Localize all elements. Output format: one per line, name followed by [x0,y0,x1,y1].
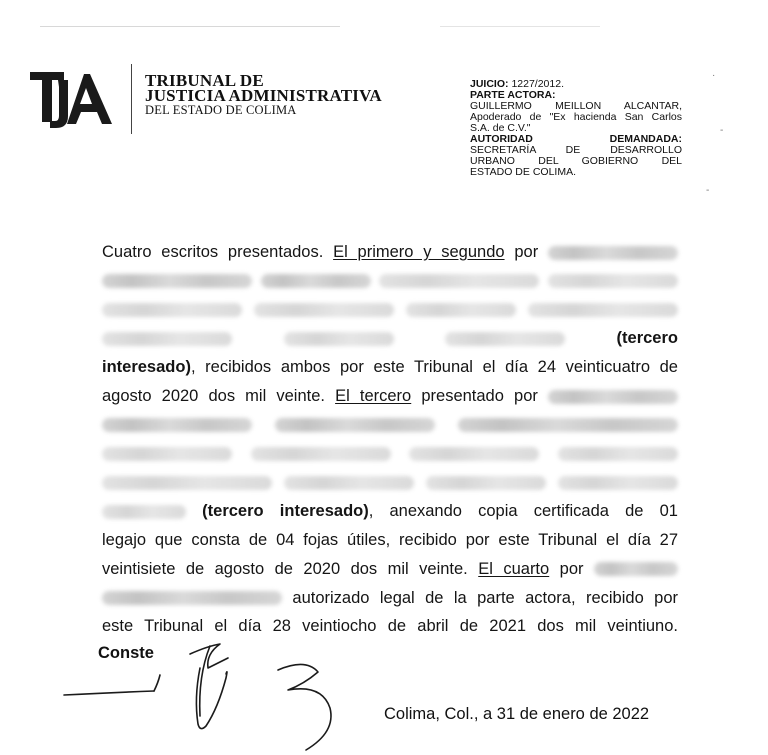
tja-logo [28,66,128,132]
underlined-text: El primero y segundo [333,243,505,261]
body-text-segment: por [559,559,584,578]
redacted-text [458,418,678,432]
redacted-text [284,332,394,346]
redacted-text [548,274,678,288]
redacted-text [102,332,232,346]
underlined-text: El cuarto [478,559,550,578]
body-line-6 [102,382,678,411]
redacted-name [548,390,678,404]
redacted-name [594,562,678,576]
conste-label: Conste [98,644,154,662]
redacted-text [284,476,414,490]
header-divider [131,64,132,134]
redacted-text [102,476,272,490]
body-line-1 [102,238,678,267]
body-line-10 [102,497,678,526]
logo-text: TJA [28,66,30,67]
tribunal-line-2: JUSTICIA ADMINISTRATIVA [145,86,382,105]
body-text-segment: , anexando copia certificada de 01 [368,502,678,521]
body-text-segment: , recibidos ambos por este Tribunal el día 24 veinticuatro de [190,358,678,377]
body-line-2 [102,267,678,296]
redacted-text [558,476,678,490]
redacted-text [558,447,678,461]
body-line-5 [102,353,678,382]
autoridad-line-1: SECRETARÍA DE DESARROLLO [470,144,682,156]
body-text-segment: por [514,243,539,261]
bold-text: interesado) [102,358,191,377]
body-line-12 [102,555,678,584]
redacted-text [102,505,186,519]
body-text-segment: Cuatro escritos presentados. [102,243,324,261]
bold-text: (tercero interesado) [202,502,369,521]
body-text-segment: agosto 2020 dos mil veinte. [102,386,325,405]
tribunal-line-3: DEL ESTADO DE COLIMA [145,103,297,117]
redacted-text [426,476,546,490]
redacted-text [102,418,252,432]
body-line-4 [102,324,678,353]
autoridad-label-b: DEMANDADA: [609,133,682,145]
scan-edge-line [40,26,340,27]
redacted-text [275,418,435,432]
redacted-text [254,303,394,317]
redacted-text [251,447,391,461]
redacted-text [528,303,678,317]
case-info [470,79,682,178]
redacted-text [379,274,539,288]
body-line-14: este Tribunal el día 28 veintiocho de abril de 2021 dos mil veintiuno. [102,617,678,636]
body-line-7 [102,411,678,440]
redacted-text [409,447,539,461]
document-date: Colima, Col., a 31 de enero de 2022 [384,705,650,723]
redacted-text [261,274,371,288]
redacted-name [102,591,282,605]
scan-speck: - [720,125,724,136]
body-line-11: legajo que consta de 04 fojas útiles, recibido por este Tribunal el día 27 [102,530,678,549]
body-line-13 [102,584,678,613]
parte-actora-line-3: S.A. de C.V." [470,122,531,134]
parte-actora-label: PARTE ACTORA: [470,89,556,101]
handwritten-signature [60,640,370,755]
juicio-label: JUICIO: [470,78,509,90]
redacted-text [102,447,232,461]
parte-actora-line-1: GUILLERMO MEILLON ALCANTAR, [470,100,682,112]
autoridad-label-a: AUTORIDAD [470,133,533,145]
body-text-segment: autorizado legal de la parte actora, recibido por [292,588,678,607]
body-line-9 [102,468,678,497]
tribunal-name [145,73,382,118]
redacted-text [445,332,565,346]
bold-text: (tercero [616,329,678,348]
scan-edge-line [440,26,600,27]
autoridad-line-3: ESTADO DE COLIMA. [470,166,576,178]
body-line-3 [102,296,678,325]
scan-speck: · [712,70,716,81]
juicio-value: 1227/2012. [511,78,564,90]
body-line-8 [102,440,678,469]
scan-speck: - [706,185,710,196]
body-text [102,238,678,641]
redacted-name [548,246,678,260]
body-text-segment: presentado por [421,386,538,405]
autoridad-line-2: URBANO DEL GOBIERNO DEL [470,155,682,167]
tribunal-line-1: TRIBUNAL DE [145,71,264,90]
redacted-text [102,274,252,288]
redacted-text [102,303,242,317]
body-text-segment: veintisiete de agosto de 2020 dos mil veinte. [102,559,468,578]
underlined-text: El tercero [335,386,412,405]
parte-actora-line-2: Apoderado de "Ex hacienda San Carlos [470,111,682,123]
redacted-text [406,303,516,317]
